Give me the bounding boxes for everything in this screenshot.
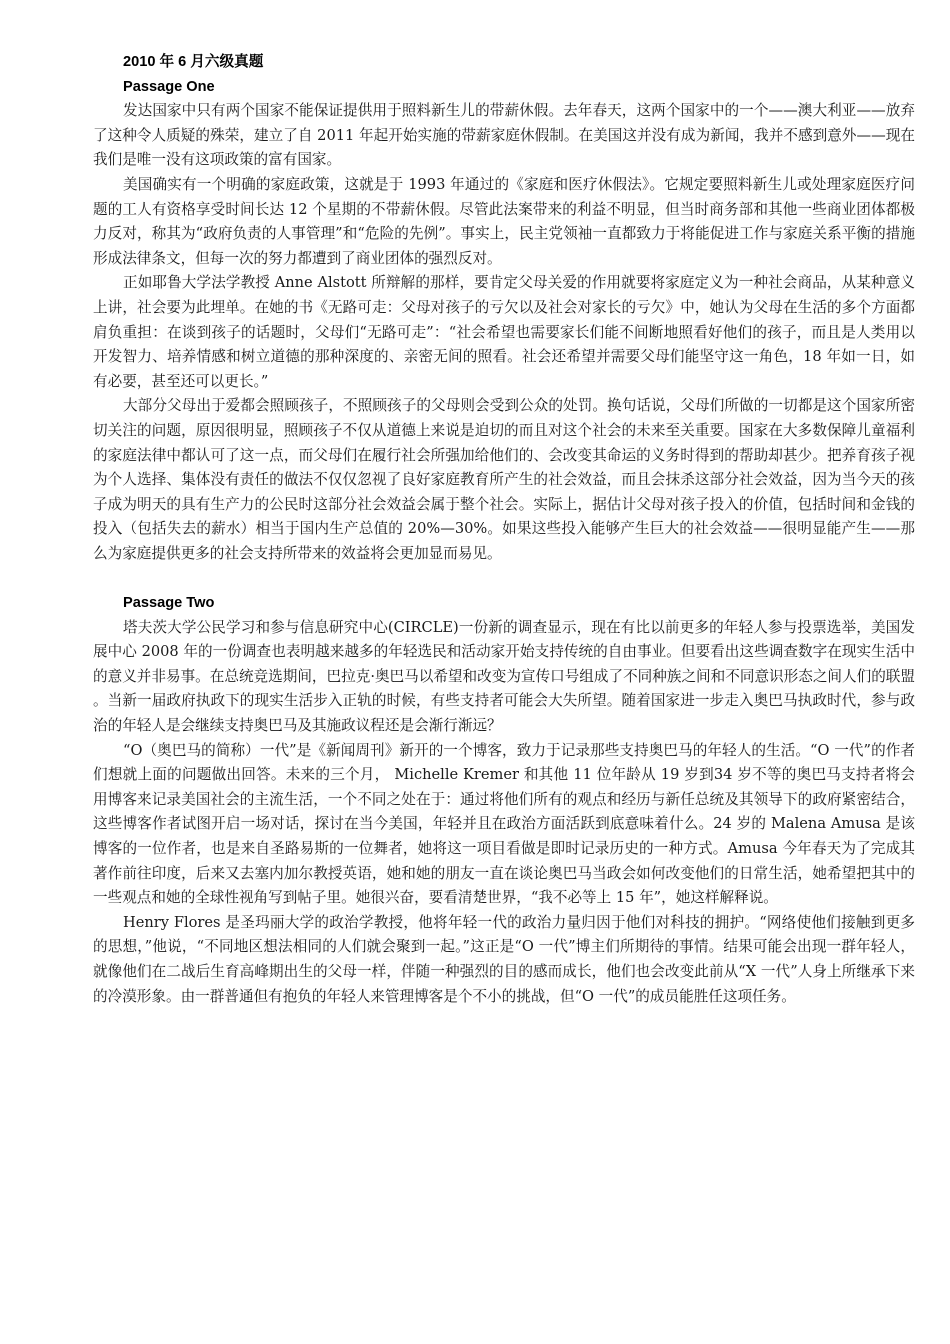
passage-one-paragraph-4: 大部分父母出于爱都会照顾孩子，不照顾孩子的父母则会受到公众的处罚。换句话说，父母们所做的一切都是这个国家所密切关注的问题，原因很明显，照顾孩子不仅从道德上来说是迫切的而且对这个社会的未来至关重要。国家在大多数保障儿童福利的家庭法律中都认可了这一点，而父母们在履行社会所强加给他们的、会改变其命运的义务时得到的帮助却甚少。把养育孩子视为个人选择、集体没有责任的做法不仅仅忽视了良好家庭教育所产生的社会效益，而且会抹杀这部分社会效益，因为当今天的孩子成为明天的具有生产力的公民时这部分社会效益会属于整个社会。实际上，据估计父母对孩子投入的价值，包括时间和金钱的投入（包括失去的薪水）相当于国内生产总值的 20%—30%。如果这些投入能够产生巨大的社会效益——很明显能产生——那么为家庭提供更多的社会支持所带来的效益将会更加显而易见。 <box>93 397 915 562</box>
passage-one-paragraph-1: 发达国家中只有两个国家不能保证提供用于照料新生儿的带薪休假。去年春天，这两个国家中的一个——澳大利亚——放弃了这种令人质疑的殊荣，建立了自 2011 年起开始实施的带薪家庭休假制。在美国这并没有成为新闻，我并不感到意外——现在我们是唯一没有这项政策的富有国家。 <box>93 102 915 169</box>
passage-one-heading: Passage One <box>123 78 215 95</box>
passage-one-paragraph-2: 美国确实有一个明确的家庭政策，这就是于 1993 年通过的《家庭和医疗休假法》。它规定要照料新生儿或处理家庭医疗问题的工人有资格享受时间长达 12 个星期的不带薪休假。尽管此法案带来的利益不明显，但当时商务部和其他一些商业团体都极力反对，称其为“政府负责的人事管理”和“危险的先例”。事实上，民主党领袖一直都致力于将能促进工作与家庭关系平衡的措施形成法律条文，但每一次的努力都遭到了商业团体的强烈反对。 <box>93 175 915 267</box>
passage-two-paragraph-3: Henry Flores 是圣玛丽大学的政治学教授，他将年轻一代的政治力量归因于他们对科技的拥护。“网络使他们接触到更多的思想，”他说，“不同地区想法相同的人们就会聚到一起。”这正是“O 一代”博主们所期待的事情。结果可能会出现一群年轻人，就像他们在二战后生育高峰期出生的父母一样，伴随一种强烈的目的感而成长，他们也会改变此前从“X 一代”人身上所继承下来的冷漠形象。由一群普通但有抱负的年轻人来管理博客是个不小的挑战，但“O 一代”的成员能胜任这项任务。 <box>93 913 915 1005</box>
passage-one <box>93 75 915 567</box>
passage-two-heading: Passage Two <box>123 595 215 612</box>
document-body <box>93 50 915 1009</box>
passage-one-paragraph-3: 正如耶鲁大学法学教授 Anne Alstott 所辩解的那样，要肯定父母关爱的作用就要将家庭定义为一种社会商品，从某种意义上讲，社会要为此埋单。在她的书《无路可走：父母对孩子的亏欠以及社会对家长的亏欠》中，她认为父母在生活的多个方面都肩负重担：在谈到孩子的话题时，父母们“无路可走”：“社会希望也需要家长们能不间断地照看好他们的孩子，而且是人类用以开发智力、培养情感和树立道德的那种深度的、亲密无间的照看。社会还希望并需要父母们能坚守这一角色，18 年如一日，如有必要，甚至还可以更长。” <box>93 274 915 390</box>
passage-two-paragraph-1: 塔夫茨大学公民学习和参与信息研究中心(CIRCLE)一份新的调查显示，现在有比以前更多的年轻人参与投票选举，美国发展中心 2008 年的一份调查也表明越来越多的年轻选民和活动家开始支持传统的自由事业。但要看出这些调查数字在现实生活中的意义并非易事。在总统竞选期间，巴拉克·奥巴马以希望和改变为宣传口号组成了不同种族之间和不同意识形态之间人们的联盟。当新一届政府执政下的现实生活步入正轨的时候，有些支持者可能会大失所望。随着国家进一步走入奥巴马执政时代，参与政治的年轻人是会继续支持奥巴马及其施政议程还是会渐行渐远？ <box>93 618 915 735</box>
document-title: 2010 年 6 月六级真题 <box>123 54 264 70</box>
passage-two-paragraph-2: “O（奥巴马的简称）一代”是《新闻周刊》新开的一个博客，致力于记录那些支持奥巴马的年轻人的生活。“O 一代”的作者们想就上面的问题做出回答。未来的三个月， Michelle Kremer 和其他 11 位年龄从 19 岁到34 岁不等的奥巴马支持者将会用博客来记录美国社会的主流生活，一个不同之处在于：通过将他们所有的观点和经历与新任总统及其领导下的政府紧密结合，这些博客作者试图开启一场对话，探讨在当今美国，年轻并且在政治方面活跃到底意味着什么。24 岁的 Malena Amusa 是该博客的一位作者，也是来自圣路易斯的一位舞者，她将这一项目看做是即时记录历史的一种方式。Amusa 今年春天为了完成其著作前往印度，后来又去塞内加尔教授英语，她和她的朋友一直在谈论奥巴马当政会如何改变他们的日常生活，她希望把其中的一些观点和她的全球性视角写到帖子里。她很兴奋，要看清楚世界，“我不必等上 15 年”，她这样解释说。 <box>93 741 915 907</box>
passage-two <box>93 591 915 1009</box>
